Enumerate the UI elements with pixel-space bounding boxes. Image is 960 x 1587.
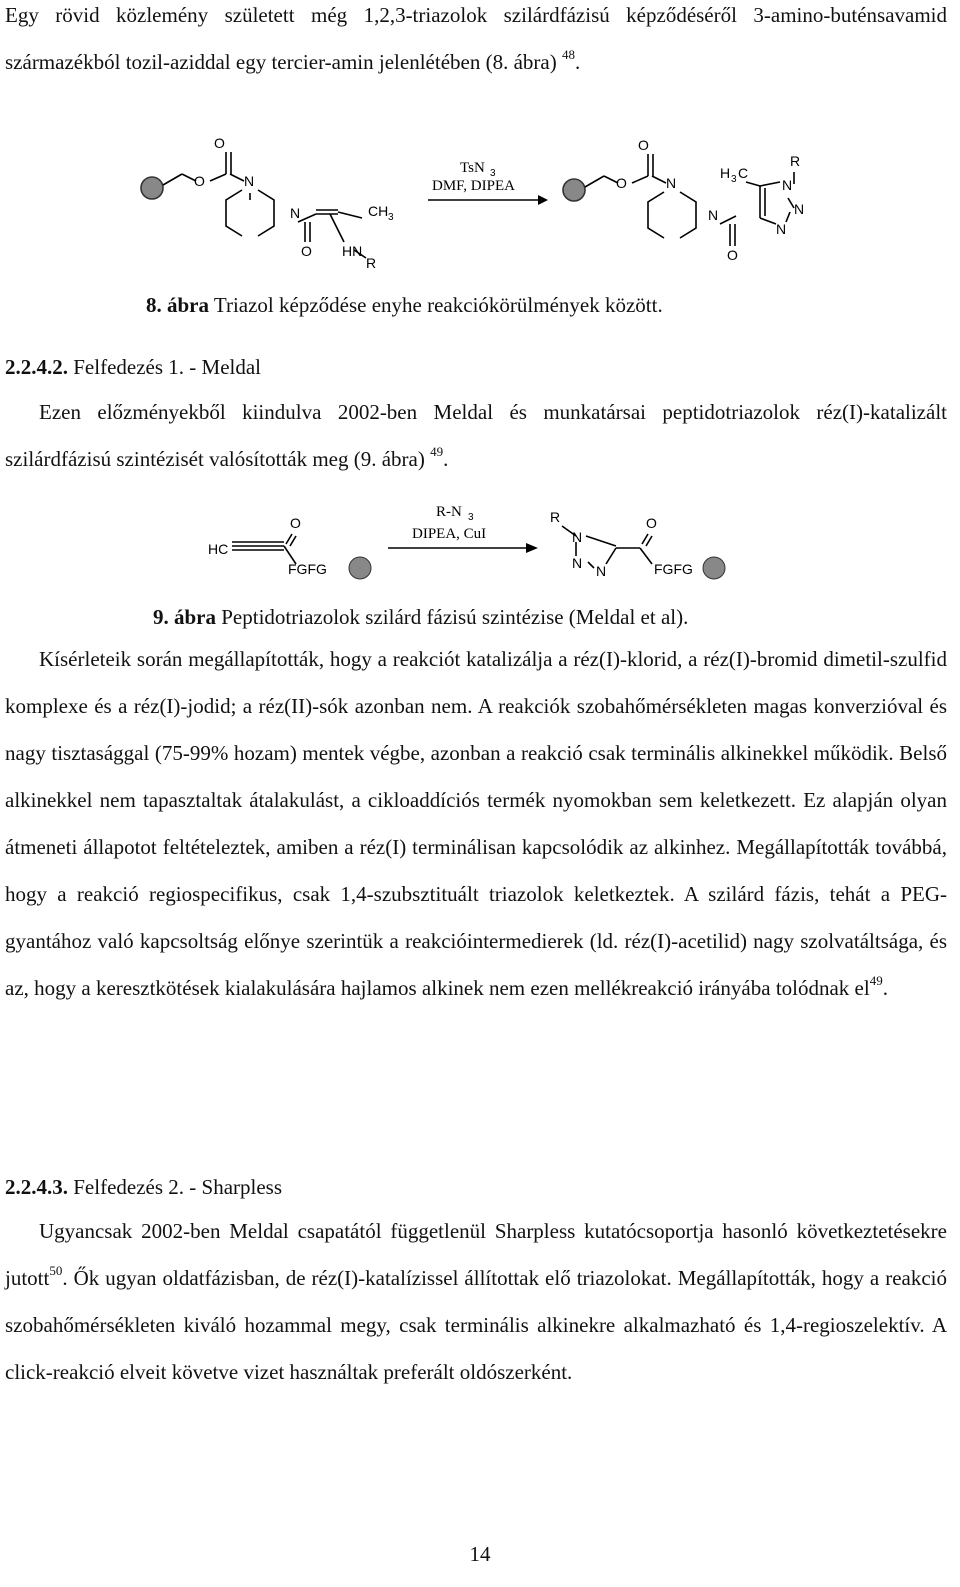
resin-bead-icon [349, 557, 371, 579]
reagent-label: DMF, DIPEA [432, 178, 515, 194]
atom-label: R [366, 255, 377, 271]
atom-label: O [194, 173, 205, 189]
paragraph [5, 389, 947, 483]
caption-text: Peptidotriazolok szilárd fázisú szintézise (Meldal et al). [221, 605, 689, 629]
atom-label: N [794, 201, 805, 217]
intro-paragraph [5, 0, 947, 86]
atom-label: N [596, 563, 607, 579]
figure-8-scheme [130, 138, 830, 273]
resin-bead-icon [703, 557, 725, 579]
paragraph-text: . Ők ugyan oldatfázisban, de réz(I)-katalízissel állítottak elő triazolokat. Megállapították, hogy a reakció szobahőmérsékleten kiváló hozammal megy, csak terminális alkinekre alkalmazható és 1,4-regioszelektív. A click-reakció elveit követve vizet használtak preferált oldószerként. [5, 1266, 947, 1384]
figure-label: 8. ábra [146, 293, 209, 317]
reference-48: 48 [561, 47, 575, 62]
paragraph [5, 1208, 947, 1396]
atom-label: O [214, 138, 225, 151]
atom-label: O [290, 515, 301, 531]
section-heading [5, 352, 261, 382]
atom-label: C [738, 165, 749, 181]
reference-49: 49 [869, 973, 883, 988]
alkyne-label: HC [208, 541, 229, 557]
intro-text: Egy rövid közlemény született még 1,2,3-triazolok szilárdfázisú képződéséről 3-amino-buténsavamid származékból tozil-aziddal egy tercier-amin jelenlétében (8. ábra) [5, 3, 947, 74]
atom-label: HN [342, 243, 363, 259]
paragraph-end: . [882, 976, 888, 1000]
atom-label: N [782, 177, 793, 193]
atom-label: N [666, 175, 677, 191]
caption-text: Triazol képződése enyhe reakciókörülmények között. [213, 293, 663, 317]
reagent-label: TsN [460, 160, 485, 176]
figure-label: 9. ábra [153, 605, 216, 629]
figure-8-caption [146, 290, 663, 320]
paragraph-text: Ugyancsak 2002-ben Meldal csapatától függetlenül Sharpless kutatócsoportja hasonló következtetésekre jutott [5, 1219, 947, 1290]
atom-label: N [572, 555, 583, 571]
peptide-label: FGFG [654, 561, 693, 577]
section-title: Felfedezés 2. - Sharpless [73, 1175, 283, 1199]
resin-bead-icon [141, 177, 163, 199]
atom-label: N [776, 221, 787, 237]
atom-label: N [708, 207, 719, 223]
reagent-label: DIPEA, CuI [412, 526, 487, 542]
atom-label: R [550, 509, 561, 525]
reagent-subscript: 3 [490, 168, 496, 179]
atom-label: O [638, 138, 649, 153]
atom-label: O [616, 175, 627, 191]
paragraph-end: . [443, 447, 449, 471]
reference-50: 50 [49, 1263, 63, 1278]
atom-label: R [790, 153, 801, 169]
atom-label: N [290, 205, 301, 221]
reagent-label: R-N [436, 504, 462, 520]
section-heading [5, 1172, 282, 1202]
page-number: 14 [469, 1542, 491, 1566]
paragraph [5, 636, 947, 1012]
atom-label: CH [368, 203, 389, 219]
section-title: Felfedezés 1. - Meldal [73, 355, 262, 379]
atom-label: O [646, 515, 657, 531]
atom-label: O [301, 243, 312, 259]
peptide-label: FGFG [288, 561, 327, 577]
intro-end: . [574, 50, 581, 74]
reference-49: 49 [430, 444, 444, 459]
atom-subscript: 3 [731, 174, 737, 185]
section-number: 2.2.4.3. [5, 1175, 68, 1199]
atom-label: O [727, 247, 738, 263]
section-number: 2.2.4.2. [5, 355, 68, 379]
figure-9-caption [153, 602, 688, 632]
paragraph-text: Ezen előzményekből kiindulva 2002-ben Meldal és munkatársai peptidotriazolok réz(I)-katalizált szilárdfázisú szintézisét valósították meg (9. ábra) [5, 400, 947, 471]
atom-label: H [720, 165, 731, 181]
atom-label: N [244, 173, 255, 189]
atom-label: N [572, 529, 583, 545]
atom-subscript: 3 [388, 212, 394, 223]
figure-9-scheme [200, 496, 800, 588]
resin-bead-icon [563, 179, 585, 201]
paragraph-text: Kísérleteik során megállapították, hogy a reakciót katalizálja a réz(I)-klorid, a réz(I)-bromid dimetil-szulfid komplexe és a réz(I)-jodid; a réz(II)-sók azonban nem. A reakciók szobahőmérsékleten magas konverzióval és nagy tisztasággal (75-99% hozam) mentek végbe, azonban a reakció csak terminális alkinekkel működik. Belső alkinekkel nem tapasztaltak átalakulást, a cikloaddíciós termék nyomokban sem keletkezett. Ez alapján olyan átmeneti állapotot feltételeztek, amiben a réz(I) terminálisan kapcsolódik az alkinhez. Megállapították továbbá, hogy a reakció regiospecifikus, csak 1,4-szubsztituált triazolok keletkeztek. A szilárd fázis, tehát a PEG-gyantához való kapcsoltság előnye szerintük a reakcióintermedierek (ld. réz(I)-acetilid) nagy szolvatáltsága, és az, hogy a keresztkötések kialakulására hajlamos alkinek nem ezen mellékreakció irányába tolódnak el [5, 647, 947, 1000]
reagent-subscript: 3 [468, 512, 474, 523]
